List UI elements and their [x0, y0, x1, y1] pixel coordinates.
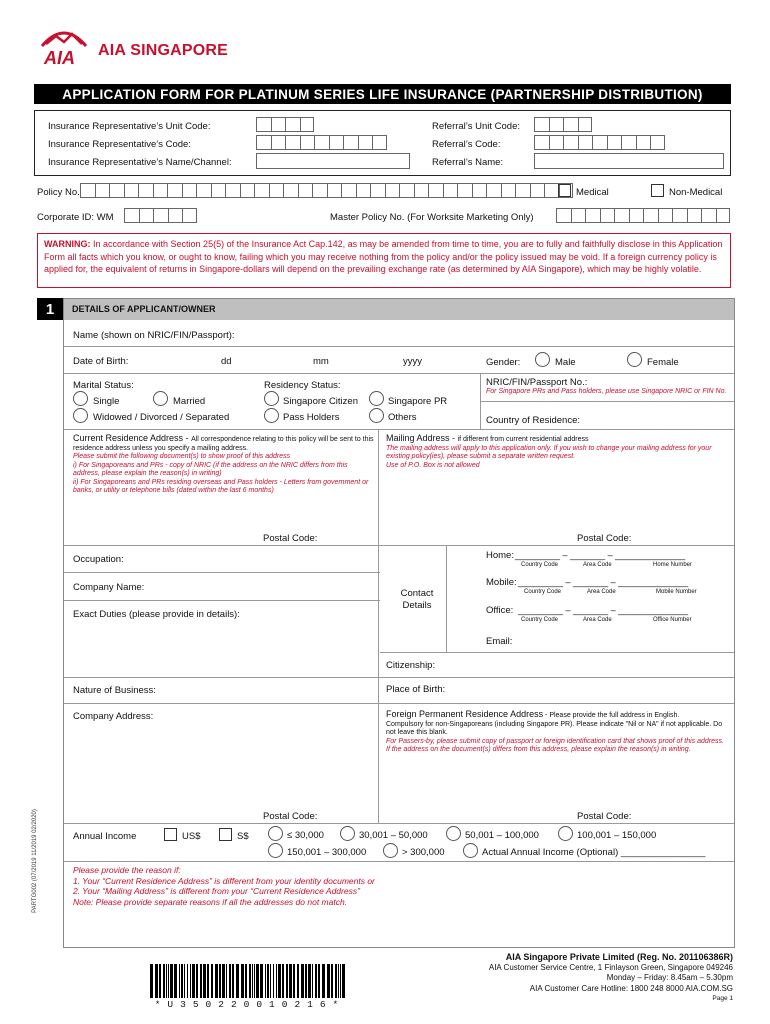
current-address-note3: ii) For Singaporeans and PRs residing overseas and Pass holders - Letters from government or banks, or utility or telephone bills (dated within the last 6 months) — [73, 478, 369, 494]
pass-holders-radio[interactable] — [264, 408, 279, 423]
master-policy-field[interactable] — [556, 208, 730, 223]
current-address-sub: All correspondence relating to this policy will be sent to this residence address unless you specify a mailing address. — [73, 436, 374, 452]
rep-code-field[interactable] — [256, 135, 387, 150]
others-radio[interactable] — [369, 408, 384, 423]
nric-note: For Singapore PRs and Pass holders, please use Singapore NRIC or FIN No. — [486, 388, 727, 395]
married-radio[interactable] — [153, 391, 168, 406]
citizenship-label: Citizenship: — [386, 660, 436, 671]
office-ac: Area Code — [583, 617, 612, 623]
annual-income-label: Annual Income — [73, 831, 137, 842]
place-birth-label: Place of Birth: — [386, 684, 446, 695]
inc3-label: 50,001 – 100,000 — [465, 830, 539, 841]
female-radio[interactable] — [627, 352, 642, 367]
mailing-address-note1: The mailing address will apply to this application only. If you wish to change your mailing address for your existing policy(ies), please submit a separate written request. — [386, 444, 712, 460]
footer-info — [390, 952, 733, 1005]
sg-pr-label: Singapore PR — [388, 396, 448, 407]
home-no: Home Number — [653, 562, 693, 568]
home-label: Home: — [486, 550, 514, 561]
reason-title: Please provide the reason if: — [73, 865, 181, 875]
country-res-label: Country of Residence: — [486, 415, 580, 426]
section-number: 1 — [37, 298, 63, 320]
reason-1: 1. Your “Current Residence Address” is different from your identity documents or — [73, 875, 375, 886]
mobile-ac: Area Code — [587, 589, 616, 595]
non-medical-label: Non-Medical — [669, 187, 723, 198]
home-cc: Country Code — [521, 562, 559, 568]
inc5-label: 150,001 – 300,000 — [287, 847, 367, 858]
nric-label: NRIC/FIN/Passport No.: — [486, 377, 588, 388]
form-code: PARTG002 (07/2019 11/2019 02/2020) — [32, 809, 38, 913]
sgd-checkbox[interactable] — [219, 828, 232, 841]
mailing-address-title: Mailing Address - — [386, 433, 458, 443]
inc1-label: ≤ 30,000 — [287, 830, 324, 841]
exact-duties-label: Exact Duties (please provide in details): — [73, 609, 240, 620]
warning-box — [37, 233, 731, 288]
sg-pr-radio[interactable] — [369, 391, 384, 406]
warning-text: In accordance with Section 25(5) of the Insurance Act Cap.142, as may be amended from time to time, you are to fully and faithfully disclose in this Application Form all facts which you know, or ought to know, failing which you may receive nothing from the policy and/or the policy issued may be void. If a foreign currency policy is applied for, the equivalent of returns in Singapore-dollars will depend on the prevailing exchange rate (as determined by AIA Singapore), which may be highly volatile. — [44, 239, 723, 274]
barcode — [150, 964, 350, 1010]
barcode-bars — [150, 964, 350, 998]
non-medical-checkbox[interactable] — [651, 184, 664, 197]
dob-yyyy[interactable]: yyyy — [403, 356, 422, 367]
ref-unit-code-field[interactable] — [534, 117, 592, 132]
policy-no-field[interactable] — [80, 183, 573, 198]
female-label: Female — [647, 357, 679, 368]
name-label: Name (shown on NRIC/FIN/Passport): — [73, 330, 235, 341]
home-ac: Area Code — [583, 562, 612, 568]
barcode-text: *U3502200102​16* — [154, 999, 346, 1010]
corporate-id-field[interactable] — [124, 208, 197, 223]
current-address-note1: Please submit the following document(s) to show proof of this address — [73, 453, 291, 460]
rep-unit-code-label: Insurance Representative’s Unit Code: — [48, 121, 211, 132]
reason-3: Note: Please provide separate reasons if all the addresses do not match. — [73, 896, 348, 907]
gender-label: Gender: — [486, 357, 521, 368]
mobile-cc: Country Code — [524, 589, 562, 595]
footer-page: Page 1 — [712, 995, 733, 1002]
widowed-label: Widowed / Divorced / Separated — [93, 412, 230, 423]
footer-address: AIA Customer Service Centre, 1 Finlayson Green, Singapore 049246 — [488, 962, 733, 972]
inc6-label: > 300,000 — [402, 847, 445, 858]
inc3-radio[interactable] — [446, 826, 461, 841]
inc6-radio[interactable] — [383, 843, 398, 858]
inc4-radio[interactable] — [558, 826, 573, 841]
footer-hours: Monday – Friday: 8.45am – 5.30pm — [606, 973, 733, 982]
policy-no-label: Policy No. — [37, 187, 80, 198]
inc1-radio[interactable] — [268, 826, 283, 841]
foreign-address-title: Foreign Permanent Residence Address — [386, 709, 544, 719]
pass-holders-label: Pass Holders — [283, 412, 340, 423]
others-label: Others — [388, 412, 417, 423]
sg-citizen-label: Singapore Citizen — [283, 396, 358, 407]
email-label: Email: — [486, 636, 513, 647]
office-phone-field[interactable]: _________ – _______ – ______________ — [518, 605, 689, 615]
widowed-radio[interactable] — [73, 408, 88, 423]
single-radio[interactable] — [73, 391, 88, 406]
rep-name-field[interactable] — [256, 153, 410, 169]
svg-text:AIA: AIA — [44, 48, 75, 68]
nature-business-label: Nature of Business: — [73, 685, 156, 696]
inc4-label: 100,001 – 150,000 — [577, 830, 657, 841]
foreign-address-block[interactable] — [386, 710, 732, 755]
sg-citizen-radio[interactable] — [264, 391, 279, 406]
ref-code-field[interactable] — [534, 135, 665, 150]
ref-name-field[interactable] — [534, 153, 724, 169]
current-postal-label: Postal Code: — [263, 533, 318, 544]
home-phone-field[interactable]: _________ – _______ – ______________ — [515, 550, 686, 560]
ref-code-label: Referral’s Code: — [432, 139, 501, 150]
usd-label: US$ — [182, 831, 201, 842]
foreign-address-note1: Compulsory for non-Singaporeans (including Singapore PR). Please indicate "Nil or NA" if not applicable. Do not leave this blank. — [386, 720, 723, 736]
occupation-label: Occupation: — [73, 554, 124, 565]
male-label: Male — [555, 357, 576, 368]
inc7-radio[interactable] — [463, 843, 478, 858]
inc2-label: 30,001 – 50,000 — [359, 830, 428, 841]
medical-checkbox[interactable] — [558, 184, 571, 197]
mobile-label: Mobile: — [486, 577, 517, 588]
form-title: APPLICATION FORM FOR PLATINUM SERIES LIFE INSURANCE (PARTNERSHIP DISTRIBUTION) — [34, 84, 731, 104]
rep-code-label: Insurance Representative’s Code: — [48, 139, 191, 150]
aia-logo — [36, 26, 92, 68]
office-no: Office Number — [653, 617, 692, 623]
dob-dd[interactable]: dd — [221, 356, 232, 367]
dob-mm[interactable]: mm — [313, 356, 329, 367]
company-address-label: Company Address: — [73, 711, 154, 722]
mobile-phone-field[interactable]: _________ – _______ – ______________ — [518, 577, 689, 587]
single-label: Single — [93, 396, 120, 407]
footer-company: AIA Singapore Private Limited (Reg. No. 201106386R) — [505, 952, 733, 962]
mobile-no: Mobile Number — [656, 589, 697, 595]
foreign-address-sub: - Please provide the full address in English. — [543, 712, 680, 719]
sgd-label: S$ — [237, 831, 249, 842]
foreign-address-note3: If the address on the document(s) differs from this address, please explain the reason(s) in writing. — [386, 746, 691, 753]
usd-checkbox[interactable] — [164, 828, 177, 841]
master-policy-label: Master Policy No. (For Worksite Marketing Only) — [330, 212, 534, 223]
mailing-address-note2: Use of P.O. Box is not allowed — [386, 461, 480, 469]
inc5-radio[interactable] — [268, 843, 283, 858]
company-postal-label: Postal Code: — [263, 811, 318, 822]
reason-2: 2. Your “Mailing Address” is different from your “Current Residence Address” — [73, 886, 360, 896]
residency-label: Residency Status: — [264, 380, 341, 391]
contact-details-label: Contact Details — [400, 588, 434, 611]
ref-unit-code-label: Referral’s Unit Code: — [432, 121, 521, 132]
office-label: Office: — [486, 605, 514, 616]
medical-label: Medical — [576, 187, 609, 198]
mailing-address-block[interactable] — [386, 434, 730, 470]
ref-name-label: Referral’s Name: — [432, 157, 504, 168]
footer-hotline: AIA Customer Care Hotline: 1800 248 8000 AIA.COM.SG — [529, 983, 733, 993]
married-label: Married — [173, 396, 206, 407]
corporate-id-label: Corporate ID: WM — [37, 212, 114, 223]
warning-label: WARNING: — [44, 239, 91, 249]
current-address-note2: i) For Singaporeans and PRs - copy of NRIC (if the address on the NRIC differs from this address, please explain the reason(s) in writing) — [73, 461, 348, 477]
inc2-radio[interactable] — [340, 826, 355, 841]
male-radio[interactable] — [535, 352, 550, 367]
company-name-label: Company Name: — [73, 582, 145, 593]
current-address-block[interactable] — [73, 434, 375, 496]
foreign-postal-label: Postal Code: — [577, 811, 632, 822]
marital-label: Marital Status: — [73, 380, 134, 391]
reason-block — [73, 865, 713, 907]
current-address-title: Current Residence Address - — [73, 433, 192, 443]
mailing-address-sub: if different from current residential address — [457, 436, 589, 443]
foreign-address-note2: For Passers-by, please submit copy of passport or foreign identification card that shows proof of this address. — [386, 737, 724, 745]
section-title-text: DETAILS OF APPLICANT/OWNER — [72, 304, 216, 314]
mailing-postal-label: Postal Code: — [577, 533, 632, 544]
office-cc: Country Code — [521, 617, 559, 623]
rep-unit-code-field[interactable] — [256, 117, 314, 132]
rep-name-label: Insurance Representative’s Name/Channel: — [48, 157, 232, 168]
dob-label: Date of Birth: — [73, 356, 129, 367]
inc7-label[interactable]: Actual Annual Income (Optional) ________________ — [482, 847, 706, 858]
brand-name: AIA SINGAPORE — [98, 42, 229, 59]
section-title — [64, 299, 734, 320]
